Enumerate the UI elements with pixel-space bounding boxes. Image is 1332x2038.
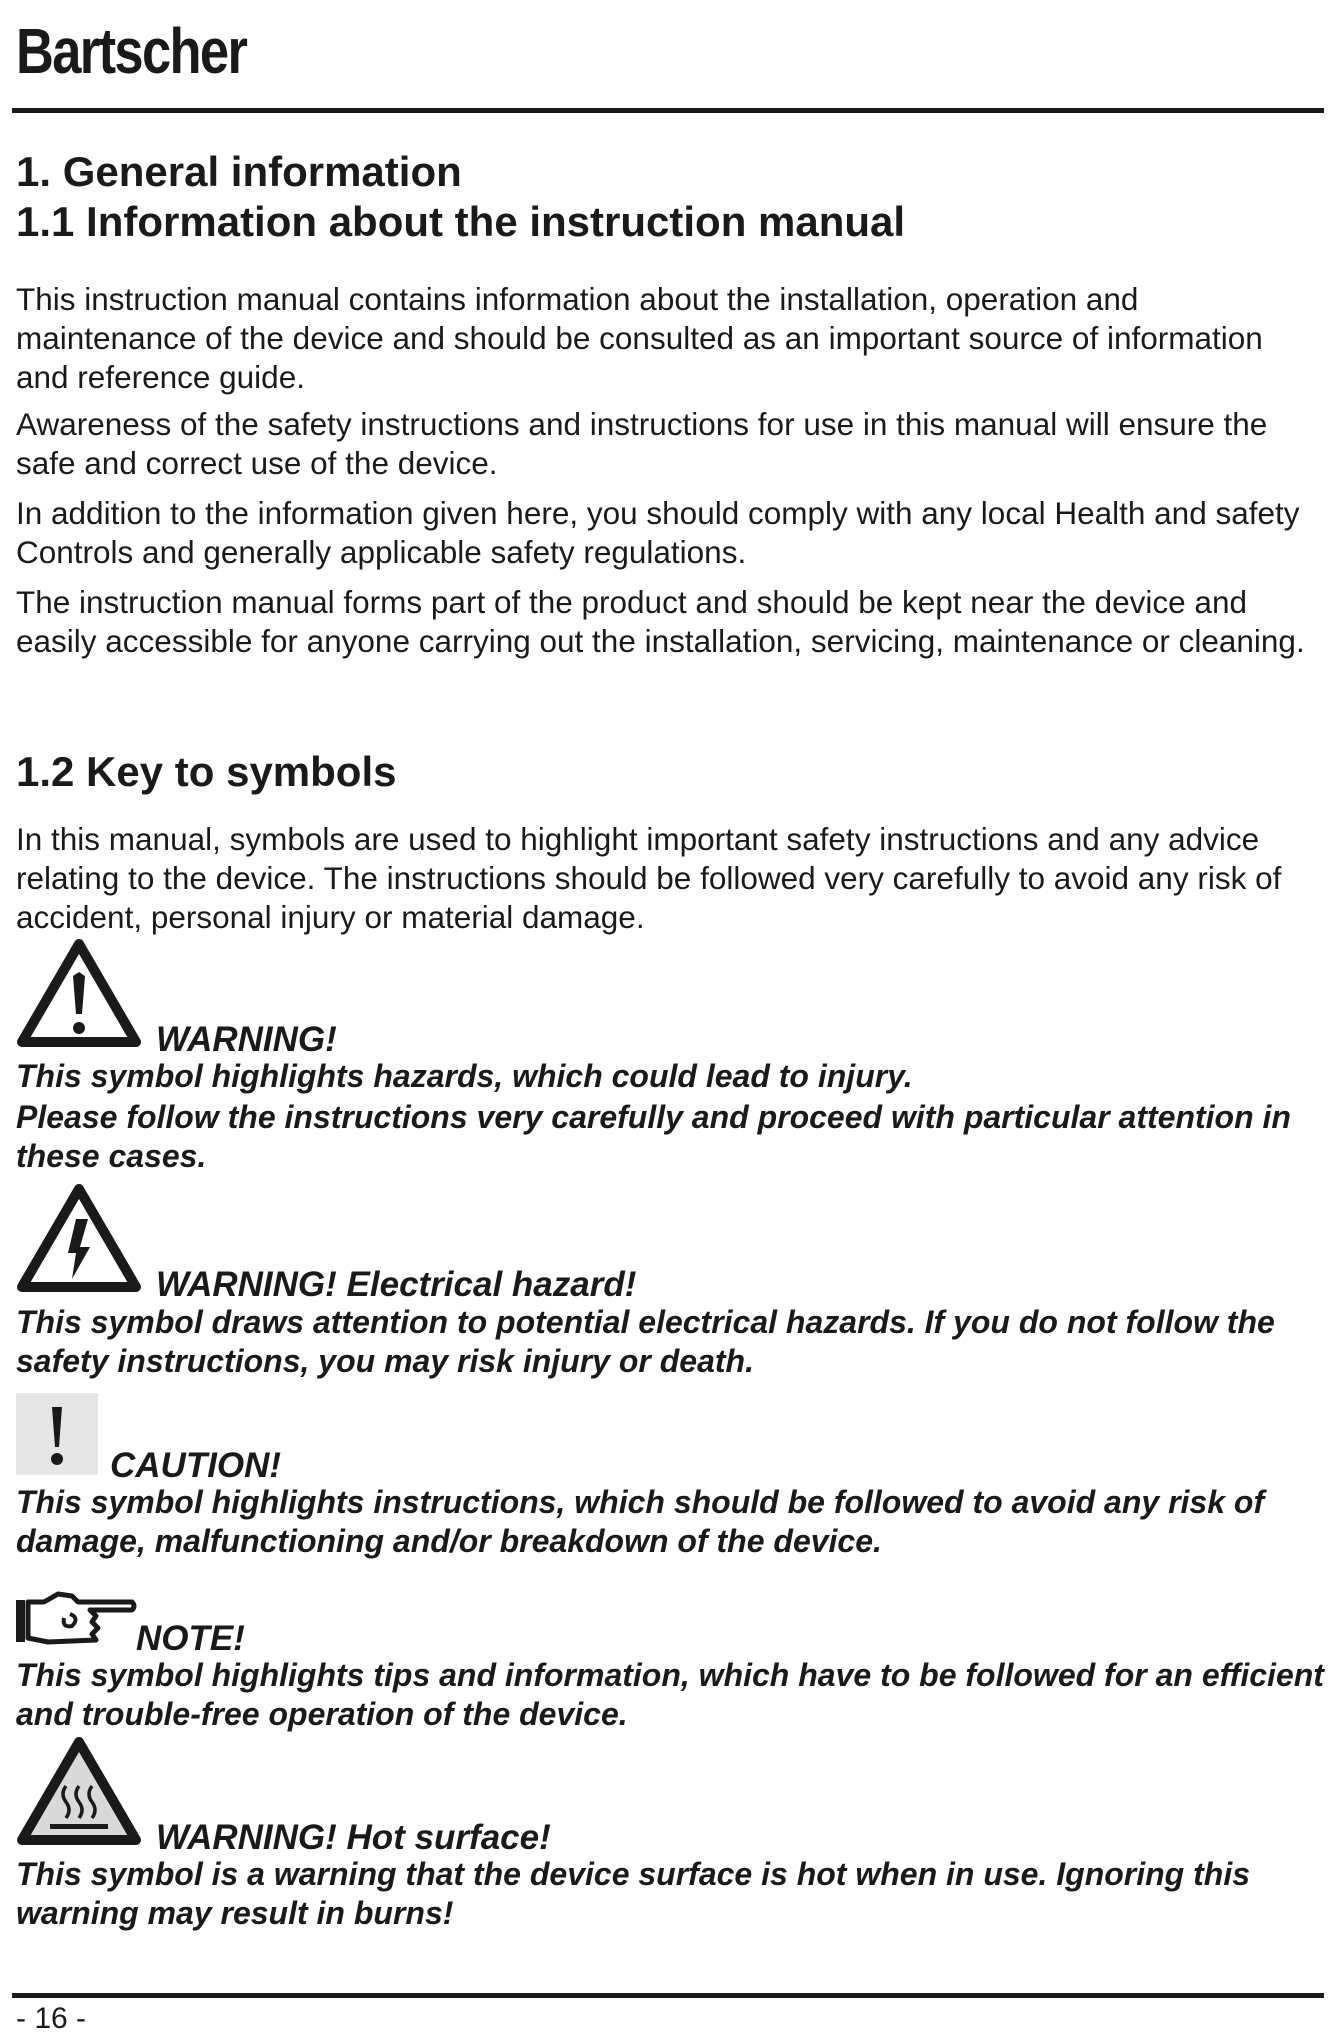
hot-surface-description: This symbol is a warning that the device surface is hot when in use. Ignoring this warning may result in burns! (16, 1856, 1250, 1931)
paragraph-manual-contents: This instruction manual contains information about the installation, operation and maintenance of the device and should be consulted as an important source of information and reference guide. (16, 281, 1263, 395)
hot-surface-title: WARNING! Hot surface! (156, 1818, 551, 1857)
electrical-hazard-description: This symbol draws attention to potential electrical hazards. If you do not follow the safety instructions, you may risk injury or death. (16, 1304, 1275, 1379)
pointing-hand-icon (14, 1588, 138, 1646)
hot-surface-icon (16, 1736, 142, 1848)
caution-title: CAUTION! (110, 1446, 282, 1485)
warning-triangle-icon (16, 938, 142, 1050)
paragraph-symbols-intro: In this manual, symbols are used to highlight important safety instructions and any advice relating to the device. The instructions should be followed very carefully to avoid any risk of accident, personal injury or material damage. (16, 821, 1282, 935)
section-title: 1. General information (16, 148, 462, 195)
warning-description: This symbol highlights hazards, which could lead to injury. (16, 1058, 913, 1094)
brand-logo (16, 6, 297, 96)
electrical-hazard-icon (16, 1183, 142, 1295)
caution-description: This symbol highlights instructions, which should be followed to avoid any risk of damage, malfunctioning and/or breakdown of the device. (16, 1484, 1265, 1559)
header-divider (12, 108, 1324, 113)
paragraph-safety-awareness: Awareness of the safety instructions and instructions for use in this manual will ensure the safe and correct use of the device. (16, 406, 1268, 481)
note-description: This symbol highlights tips and information, which have to be followed for an efficient and trouble-free operation of the device. (16, 1657, 1324, 1732)
subsection-title-manual: 1.1 Information about the instruction manual (16, 198, 906, 245)
caution-box-icon (16, 1393, 98, 1475)
paragraph-manual-storage: The instruction manual forms part of the product and should be kept near the device and easily accessible for anyone carrying out the installation, servicing, maintenance or cleaning. (16, 584, 1305, 659)
electrical-hazard-title: WARNING! Electrical hazard! (156, 1265, 637, 1304)
logo-text: Bartscher (16, 15, 247, 87)
warning-instructions: Please follow the instructions very carefully and proceed with particular attention in these cases. (16, 1099, 1291, 1174)
note-title: NOTE! (136, 1619, 245, 1658)
paragraph-local-regulations: In addition to the information given here, you should comply with any local Health and safety Controls and generally applicable safety regulations. (16, 495, 1300, 570)
subsection-title-symbols: 1.2 Key to symbols (16, 748, 397, 795)
warning-title: WARNING! (156, 1020, 337, 1059)
footer-divider (12, 1993, 1324, 1998)
page-number: - 16 - (16, 2002, 87, 2035)
